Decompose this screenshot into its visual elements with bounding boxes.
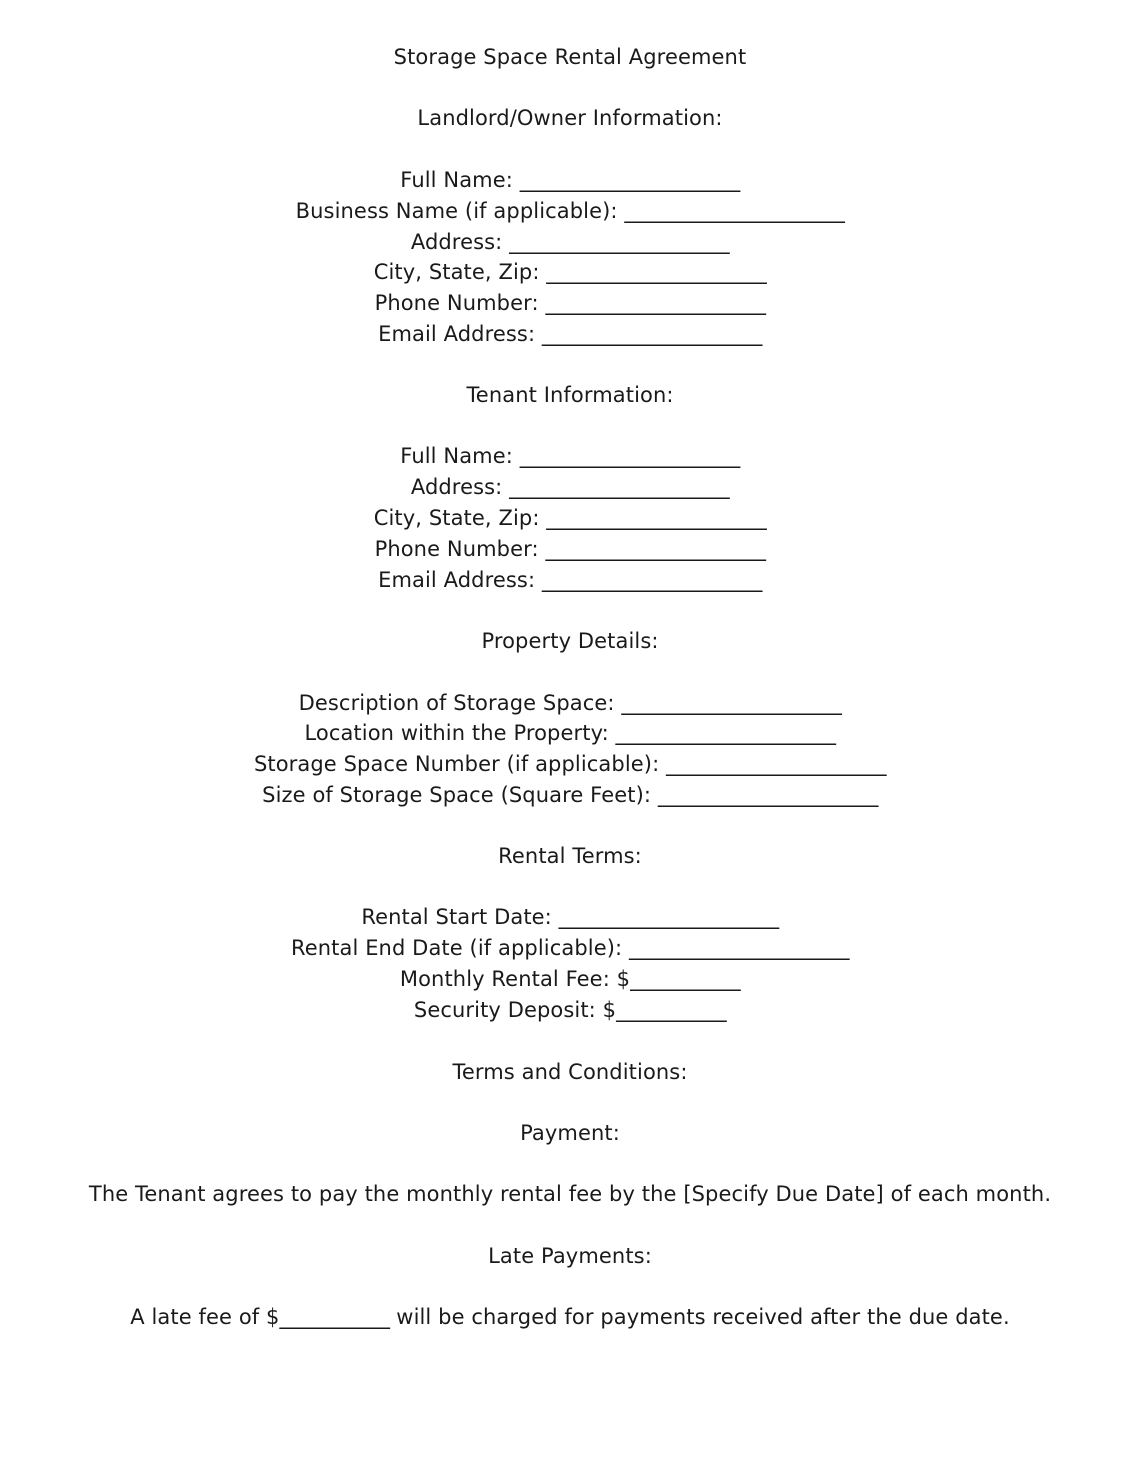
- tenant-email-blank[interactable]: ______________________: [541, 568, 762, 592]
- rental-start-date-field: Rental Start Date: ______________________: [361, 905, 779, 929]
- property-space-number-field: Storage Space Number (if applicable): ______________________: [253, 752, 887, 776]
- landlord-business-name-blank[interactable]: ______________________: [624, 199, 845, 223]
- landlord-email-blank[interactable]: ______________________: [541, 322, 762, 346]
- rental-end-date-blank[interactable]: ______________________: [628, 936, 849, 960]
- late-payments-heading: Late Payments:: [488, 1244, 652, 1268]
- landlord-business-name-field: Business Name (if applicable): ______________________: [295, 199, 845, 223]
- property-size-field: Size of Storage Space (Square Feet): ______________________: [262, 783, 878, 807]
- property-section-heading: Property Details:: [481, 629, 659, 653]
- landlord-city-state-zip-field: City, State, Zip: ______________________: [373, 260, 767, 284]
- landlord-phone-field: Phone Number: ______________________: [374, 291, 766, 315]
- tenant-city-state-zip-field: City, State, Zip: ______________________: [373, 506, 767, 530]
- landlord-section-heading: Landlord/Owner Information:: [417, 106, 723, 130]
- property-description-field: Description of Storage Space: ______________________: [298, 691, 842, 715]
- monthly-rental-fee-field: Monthly Rental Fee: $___________: [399, 967, 741, 991]
- landlord-full-name-field: Full Name: ______________________: [400, 168, 740, 192]
- tenant-city-state-zip-blank[interactable]: ______________________: [546, 506, 767, 530]
- late-fee-clause: A late fee of $___________ will be charged for payments received after the due date.: [130, 1305, 1010, 1329]
- landlord-address-blank[interactable]: ______________________: [509, 230, 730, 254]
- tenant-address-blank[interactable]: ______________________: [509, 475, 730, 499]
- landlord-email-field: Email Address: ______________________: [378, 322, 762, 346]
- late-fee-blank[interactable]: ___________: [279, 1305, 390, 1329]
- payment-clause: The Tenant agrees to pay the monthly rental fee by the [Specify Due Date] of each month.: [88, 1182, 1052, 1206]
- tenant-phone-field: Phone Number: ______________________: [374, 537, 766, 561]
- landlord-city-state-zip-blank[interactable]: ______________________: [546, 260, 767, 284]
- landlord-address-field: Address: ______________________: [410, 230, 730, 254]
- property-location-blank[interactable]: ______________________: [615, 721, 836, 745]
- tenant-full-name-field: Full Name: ______________________: [400, 444, 740, 468]
- tenant-phone-blank[interactable]: ______________________: [545, 537, 766, 561]
- property-size-blank[interactable]: ______________________: [657, 783, 878, 807]
- property-location-field: Location within the Property: ______________________: [304, 721, 836, 745]
- monthly-rental-fee-blank[interactable]: ___________: [630, 967, 741, 991]
- tenant-section-heading: Tenant Information:: [466, 383, 674, 407]
- terms-conditions-heading: Terms and Conditions:: [452, 1060, 688, 1084]
- payment-heading: Payment:: [520, 1121, 620, 1145]
- security-deposit-blank[interactable]: ___________: [616, 998, 727, 1022]
- property-space-number-blank[interactable]: ______________________: [666, 752, 887, 776]
- landlord-full-name-blank[interactable]: ______________________: [519, 168, 740, 192]
- landlord-phone-blank[interactable]: ______________________: [545, 291, 766, 315]
- property-description-blank[interactable]: ______________________: [621, 691, 842, 715]
- tenant-full-name-blank[interactable]: ______________________: [519, 444, 740, 468]
- rental-start-date-blank[interactable]: ______________________: [558, 905, 779, 929]
- document-title: Storage Space Rental Agreement: [393, 45, 747, 69]
- security-deposit-field: Security Deposit: $___________: [413, 998, 727, 1022]
- rental-end-date-field: Rental End Date (if applicable): ______________________: [291, 936, 849, 960]
- tenant-address-field: Address: ______________________: [410, 475, 730, 499]
- tenant-email-field: Email Address: ______________________: [378, 568, 762, 592]
- rental-terms-heading: Rental Terms:: [498, 844, 642, 868]
